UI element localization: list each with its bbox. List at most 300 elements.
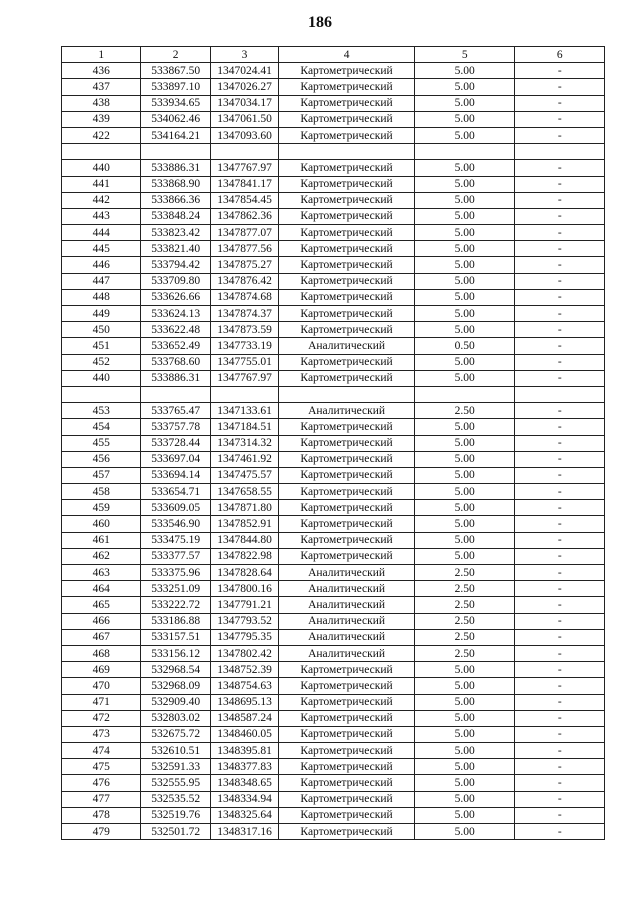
cell-accuracy: 5.00 — [414, 791, 515, 807]
cell-method: Картометрический — [279, 63, 415, 79]
cell-point-number: 454 — [62, 419, 141, 435]
cell-note: - — [515, 694, 605, 710]
cell-accuracy: 2.50 — [414, 403, 515, 419]
cell-accuracy: 5.00 — [414, 322, 515, 338]
cell-note — [515, 144, 605, 160]
cell-note: - — [515, 710, 605, 726]
cell-note: - — [515, 306, 605, 322]
cell-x-coordinate: 533624.13 — [141, 306, 210, 322]
cell-y-coordinate: 1348587.24 — [210, 710, 278, 726]
table-row — [62, 273, 605, 289]
cell-note: - — [515, 451, 605, 467]
cell-point-number: 456 — [62, 451, 141, 467]
cell-point-number: 445 — [62, 241, 141, 257]
table-row — [62, 500, 605, 516]
cell-y-coordinate: 1347061.50 — [210, 111, 278, 127]
cell-accuracy: 5.00 — [414, 176, 515, 192]
cell-y-coordinate: 1347793.52 — [210, 613, 278, 629]
cell-point-number: 460 — [62, 516, 141, 532]
cell-y-coordinate: 1347841.17 — [210, 176, 278, 192]
cell-accuracy: 5.00 — [414, 743, 515, 759]
cell-x-coordinate: 532591.33 — [141, 759, 210, 775]
header-cell-1: 1 — [62, 47, 141, 63]
cell-note: - — [515, 289, 605, 305]
cell-point-number: 465 — [62, 597, 141, 613]
cell-x-coordinate: 533546.90 — [141, 516, 210, 532]
cell-note: - — [515, 435, 605, 451]
cell-accuracy: 5.00 — [414, 662, 515, 678]
cell-accuracy: 5.00 — [414, 160, 515, 176]
cell-y-coordinate: 1347877.56 — [210, 241, 278, 257]
cell-note: - — [515, 743, 605, 759]
cell-accuracy: 5.00 — [414, 548, 515, 564]
cell-accuracy: 2.50 — [414, 565, 515, 581]
cell-point-number — [62, 144, 141, 160]
cell-accuracy: 5.00 — [414, 678, 515, 694]
cell-accuracy: 5.00 — [414, 500, 515, 516]
cell-method: Картометрический — [279, 678, 415, 694]
cell-y-coordinate: 1348334.94 — [210, 791, 278, 807]
cell-y-coordinate: 1347874.68 — [210, 289, 278, 305]
cell-y-coordinate: 1347026.27 — [210, 79, 278, 95]
cell-method: Картометрический — [279, 824, 415, 840]
cell-note: - — [515, 322, 605, 338]
cell-point-number: 446 — [62, 257, 141, 273]
cell-accuracy: 5.00 — [414, 532, 515, 548]
cell-note: - — [515, 354, 605, 370]
cell-y-coordinate — [210, 386, 278, 402]
cell-method: Картометрический — [279, 79, 415, 95]
cell-method — [279, 144, 415, 160]
cell-x-coordinate: 533156.12 — [141, 645, 210, 661]
cell-accuracy: 5.00 — [414, 775, 515, 791]
cell-accuracy: 5.00 — [414, 306, 515, 322]
cell-method: Картометрический — [279, 111, 415, 127]
cell-note: - — [515, 645, 605, 661]
table-row — [62, 79, 605, 95]
table-body — [62, 63, 605, 840]
cell-point-number: 440 — [62, 370, 141, 386]
cell-method: Картометрический — [279, 726, 415, 742]
cell-accuracy — [414, 144, 515, 160]
table-row — [62, 710, 605, 726]
cell-method: Картометрический — [279, 451, 415, 467]
cell-point-number: 469 — [62, 662, 141, 678]
cell-accuracy: 5.00 — [414, 63, 515, 79]
cell-accuracy: 5.00 — [414, 467, 515, 483]
cell-method: Аналитический — [279, 581, 415, 597]
cell-point-number: 450 — [62, 322, 141, 338]
cell-accuracy: 5.00 — [414, 710, 515, 726]
cell-point-number: 464 — [62, 581, 141, 597]
table-row — [62, 95, 605, 111]
cell-y-coordinate: 1348377.83 — [210, 759, 278, 775]
cell-x-coordinate: 533765.47 — [141, 403, 210, 419]
table-row — [62, 419, 605, 435]
cell-x-coordinate — [141, 144, 210, 160]
cell-note: - — [515, 95, 605, 111]
cell-accuracy: 5.00 — [414, 273, 515, 289]
cell-method: Картометрический — [279, 548, 415, 564]
cell-note: - — [515, 176, 605, 192]
cell-point-number: 443 — [62, 208, 141, 224]
cell-note — [515, 386, 605, 402]
cell-point-number: 476 — [62, 775, 141, 791]
cell-accuracy: 5.00 — [414, 354, 515, 370]
cell-note: - — [515, 192, 605, 208]
table-row — [62, 613, 605, 629]
cell-point-number: 438 — [62, 95, 141, 111]
table-row — [62, 63, 605, 79]
table-row — [62, 775, 605, 791]
cell-y-coordinate — [210, 144, 278, 160]
cell-note: - — [515, 548, 605, 564]
cell-x-coordinate: 533626.66 — [141, 289, 210, 305]
cell-x-coordinate: 533897.10 — [141, 79, 210, 95]
cell-point-number: 449 — [62, 306, 141, 322]
table-row — [62, 354, 605, 370]
cell-x-coordinate: 533377.57 — [141, 548, 210, 564]
cell-note: - — [515, 791, 605, 807]
coordinates-table — [61, 46, 605, 840]
cell-accuracy: 2.50 — [414, 581, 515, 597]
cell-x-coordinate: 532610.51 — [141, 743, 210, 759]
table-row — [62, 726, 605, 742]
cell-method: Аналитический — [279, 645, 415, 661]
cell-point-number: 473 — [62, 726, 141, 742]
cell-note: - — [515, 273, 605, 289]
cell-x-coordinate: 533251.09 — [141, 581, 210, 597]
cell-x-coordinate: 533609.05 — [141, 500, 210, 516]
cell-point-number: 468 — [62, 645, 141, 661]
cell-x-coordinate: 533654.71 — [141, 484, 210, 500]
cell-point-number: 477 — [62, 791, 141, 807]
cell-accuracy: 5.00 — [414, 257, 515, 273]
cell-accuracy: 2.50 — [414, 597, 515, 613]
cell-y-coordinate: 1347461.92 — [210, 451, 278, 467]
cell-note: - — [515, 807, 605, 823]
cell-accuracy: 0.50 — [414, 338, 515, 354]
table-row — [62, 532, 605, 548]
cell-note: - — [515, 678, 605, 694]
table-row — [62, 467, 605, 483]
cell-x-coordinate: 533821.40 — [141, 241, 210, 257]
cell-note: - — [515, 532, 605, 548]
cell-y-coordinate: 1347873.59 — [210, 322, 278, 338]
cell-x-coordinate: 532675.72 — [141, 726, 210, 742]
cell-method: Картометрический — [279, 127, 415, 143]
table-row — [62, 629, 605, 645]
cell-accuracy: 5.00 — [414, 807, 515, 823]
cell-note: - — [515, 726, 605, 742]
cell-note: - — [515, 484, 605, 500]
cell-method: Аналитический — [279, 565, 415, 581]
cell-x-coordinate: 533709.80 — [141, 273, 210, 289]
cell-method: Аналитический — [279, 403, 415, 419]
cell-accuracy: 5.00 — [414, 241, 515, 257]
cell-accuracy: 5.00 — [414, 435, 515, 451]
cell-x-coordinate: 533475.19 — [141, 532, 210, 548]
cell-accuracy: 5.00 — [414, 127, 515, 143]
table-row — [62, 759, 605, 775]
cell-method: Картометрический — [279, 791, 415, 807]
cell-point-number: 466 — [62, 613, 141, 629]
cell-point-number: 478 — [62, 807, 141, 823]
cell-point-number: 452 — [62, 354, 141, 370]
cell-point-number: 444 — [62, 225, 141, 241]
cell-method: Картометрический — [279, 273, 415, 289]
cell-point-number: 437 — [62, 79, 141, 95]
cell-method: Картометрический — [279, 435, 415, 451]
table-row — [62, 694, 605, 710]
cell-y-coordinate: 1347475.57 — [210, 467, 278, 483]
cell-x-coordinate: 533728.44 — [141, 435, 210, 451]
cell-x-coordinate: 533757.78 — [141, 419, 210, 435]
cell-x-coordinate — [141, 386, 210, 402]
cell-note: - — [515, 370, 605, 386]
cell-y-coordinate: 1347733.19 — [210, 338, 278, 354]
cell-y-coordinate: 1347844.80 — [210, 532, 278, 548]
cell-point-number: 459 — [62, 500, 141, 516]
cell-accuracy: 5.00 — [414, 208, 515, 224]
cell-method: Картометрический — [279, 160, 415, 176]
cell-note: - — [515, 467, 605, 483]
cell-y-coordinate: 1347875.27 — [210, 257, 278, 273]
cell-accuracy: 5.00 — [414, 111, 515, 127]
cell-y-coordinate: 1347862.36 — [210, 208, 278, 224]
cell-y-coordinate: 1347871.80 — [210, 500, 278, 516]
cell-accuracy: 5.00 — [414, 824, 515, 840]
table-row — [62, 581, 605, 597]
cell-note: - — [515, 775, 605, 791]
cell-y-coordinate: 1348460.05 — [210, 726, 278, 742]
cell-y-coordinate: 1347767.97 — [210, 160, 278, 176]
cell-note: - — [515, 581, 605, 597]
table-row — [62, 678, 605, 694]
table-row — [62, 111, 605, 127]
cell-method: Картометрический — [279, 694, 415, 710]
page-number: 186 — [308, 14, 332, 31]
cell-method: Картометрический — [279, 225, 415, 241]
cell-y-coordinate: 1347874.37 — [210, 306, 278, 322]
cell-accuracy: 5.00 — [414, 225, 515, 241]
cell-x-coordinate: 533186.88 — [141, 613, 210, 629]
cell-x-coordinate: 532555.95 — [141, 775, 210, 791]
cell-x-coordinate: 533868.90 — [141, 176, 210, 192]
cell-note: - — [515, 208, 605, 224]
cell-method: Картометрический — [279, 516, 415, 532]
cell-x-coordinate: 533886.31 — [141, 370, 210, 386]
header-row — [62, 47, 605, 63]
table-row — [62, 289, 605, 305]
cell-note: - — [515, 662, 605, 678]
cell-y-coordinate: 1348752.39 — [210, 662, 278, 678]
cell-x-coordinate: 533867.50 — [141, 63, 210, 79]
cell-note: - — [515, 111, 605, 127]
cell-point-number: 463 — [62, 565, 141, 581]
cell-point-number: 440 — [62, 160, 141, 176]
table-row — [62, 370, 605, 386]
cell-method: Картометрический — [279, 807, 415, 823]
table-row — [62, 241, 605, 257]
cell-x-coordinate: 533823.42 — [141, 225, 210, 241]
table-row — [62, 225, 605, 241]
cell-method: Картометрический — [279, 322, 415, 338]
cell-point-number: 471 — [62, 694, 141, 710]
cell-x-coordinate: 534062.46 — [141, 111, 210, 127]
cell-y-coordinate: 1347852.91 — [210, 516, 278, 532]
cell-x-coordinate: 533848.24 — [141, 208, 210, 224]
cell-method: Картометрический — [279, 743, 415, 759]
cell-note: - — [515, 629, 605, 645]
header-cell-3: 3 — [210, 47, 278, 63]
cell-y-coordinate: 1347024.41 — [210, 63, 278, 79]
cell-method: Картометрический — [279, 176, 415, 192]
cell-method: Аналитический — [279, 597, 415, 613]
table-row — [62, 435, 605, 451]
cell-y-coordinate: 1348695.13 — [210, 694, 278, 710]
cell-y-coordinate: 1347767.97 — [210, 370, 278, 386]
cell-x-coordinate: 533866.36 — [141, 192, 210, 208]
cell-x-coordinate: 532909.40 — [141, 694, 210, 710]
table-row — [62, 565, 605, 581]
cell-note: - — [515, 338, 605, 354]
cell-method: Аналитический — [279, 613, 415, 629]
table-row — [62, 306, 605, 322]
cell-point-number: 436 — [62, 63, 141, 79]
cell-method: Картометрический — [279, 710, 415, 726]
table-row — [62, 451, 605, 467]
cell-y-coordinate: 1348754.63 — [210, 678, 278, 694]
cell-y-coordinate: 1347034.17 — [210, 95, 278, 111]
cell-accuracy: 5.00 — [414, 370, 515, 386]
cell-accuracy: 5.00 — [414, 694, 515, 710]
table-row — [62, 484, 605, 500]
table-row — [62, 597, 605, 613]
cell-y-coordinate: 1347133.61 — [210, 403, 278, 419]
cell-method: Картометрический — [279, 241, 415, 257]
table-row — [62, 807, 605, 823]
cell-y-coordinate: 1347795.35 — [210, 629, 278, 645]
header-cell-5: 5 — [414, 47, 515, 63]
cell-note: - — [515, 613, 605, 629]
cell-accuracy: 5.00 — [414, 192, 515, 208]
cell-accuracy: 2.50 — [414, 629, 515, 645]
cell-x-coordinate: 534164.21 — [141, 127, 210, 143]
cell-method: Аналитический — [279, 338, 415, 354]
cell-x-coordinate: 532803.02 — [141, 710, 210, 726]
cell-y-coordinate: 1348395.81 — [210, 743, 278, 759]
cell-point-number: 439 — [62, 111, 141, 127]
cell-method: Картометрический — [279, 208, 415, 224]
cell-method: Картометрический — [279, 192, 415, 208]
header-cell-6: 6 — [515, 47, 605, 63]
cell-y-coordinate: 1347791.21 — [210, 597, 278, 613]
cell-method: Аналитический — [279, 629, 415, 645]
cell-note: - — [515, 565, 605, 581]
cell-x-coordinate: 533886.31 — [141, 160, 210, 176]
table-row — [62, 743, 605, 759]
table-row — [62, 322, 605, 338]
table-row — [62, 208, 605, 224]
cell-x-coordinate: 533768.60 — [141, 354, 210, 370]
cell-note: - — [515, 500, 605, 516]
cell-y-coordinate: 1347093.60 — [210, 127, 278, 143]
cell-x-coordinate: 533652.49 — [141, 338, 210, 354]
cell-x-coordinate: 533375.96 — [141, 565, 210, 581]
cell-accuracy — [414, 386, 515, 402]
cell-point-number: 475 — [62, 759, 141, 775]
cell-y-coordinate: 1347658.55 — [210, 484, 278, 500]
cell-x-coordinate: 532968.09 — [141, 678, 210, 694]
cell-method: Картометрический — [279, 759, 415, 775]
cell-point-number: 472 — [62, 710, 141, 726]
cell-point-number: 461 — [62, 532, 141, 548]
cell-y-coordinate: 1347184.51 — [210, 419, 278, 435]
cell-method: Картометрический — [279, 532, 415, 548]
table-row — [62, 192, 605, 208]
cell-y-coordinate: 1347314.32 — [210, 435, 278, 451]
table-row — [62, 824, 605, 840]
cell-y-coordinate: 1347828.64 — [210, 565, 278, 581]
table-row — [62, 160, 605, 176]
cell-method: Картометрический — [279, 306, 415, 322]
cell-method: Картометрический — [279, 95, 415, 111]
cell-note: - — [515, 824, 605, 840]
cell-method: Картометрический — [279, 419, 415, 435]
table-row — [62, 257, 605, 273]
cell-point-number: 462 — [62, 548, 141, 564]
cell-note: - — [515, 63, 605, 79]
cell-method: Картометрический — [279, 257, 415, 273]
cell-point-number: 441 — [62, 176, 141, 192]
cell-note: - — [515, 419, 605, 435]
table-row — [62, 403, 605, 419]
cell-method: Картометрический — [279, 484, 415, 500]
table-header — [62, 47, 605, 63]
cell-note: - — [515, 403, 605, 419]
table-row — [62, 662, 605, 678]
cell-y-coordinate: 1347876.42 — [210, 273, 278, 289]
cell-method — [279, 386, 415, 402]
table-row — [62, 548, 605, 564]
cell-point-number: 458 — [62, 484, 141, 500]
cell-y-coordinate: 1347755.01 — [210, 354, 278, 370]
cell-x-coordinate: 532519.76 — [141, 807, 210, 823]
cell-x-coordinate: 532968.54 — [141, 662, 210, 678]
cell-accuracy: 5.00 — [414, 516, 515, 532]
cell-x-coordinate: 533622.48 — [141, 322, 210, 338]
table-row — [62, 516, 605, 532]
table-row — [62, 386, 605, 402]
cell-point-number: 448 — [62, 289, 141, 305]
cell-y-coordinate: 1347822.98 — [210, 548, 278, 564]
cell-point-number: 474 — [62, 743, 141, 759]
cell-method: Картометрический — [279, 500, 415, 516]
cell-note: - — [515, 160, 605, 176]
cell-accuracy: 5.00 — [414, 289, 515, 305]
cell-x-coordinate: 533694.14 — [141, 467, 210, 483]
cell-point-number: 422 — [62, 127, 141, 143]
cell-point-number: 455 — [62, 435, 141, 451]
table-row — [62, 791, 605, 807]
cell-point-number: 451 — [62, 338, 141, 354]
table-row — [62, 338, 605, 354]
cell-x-coordinate: 533157.51 — [141, 629, 210, 645]
cell-method: Картометрический — [279, 354, 415, 370]
cell-point-number: 453 — [62, 403, 141, 419]
cell-x-coordinate: 532501.72 — [141, 824, 210, 840]
